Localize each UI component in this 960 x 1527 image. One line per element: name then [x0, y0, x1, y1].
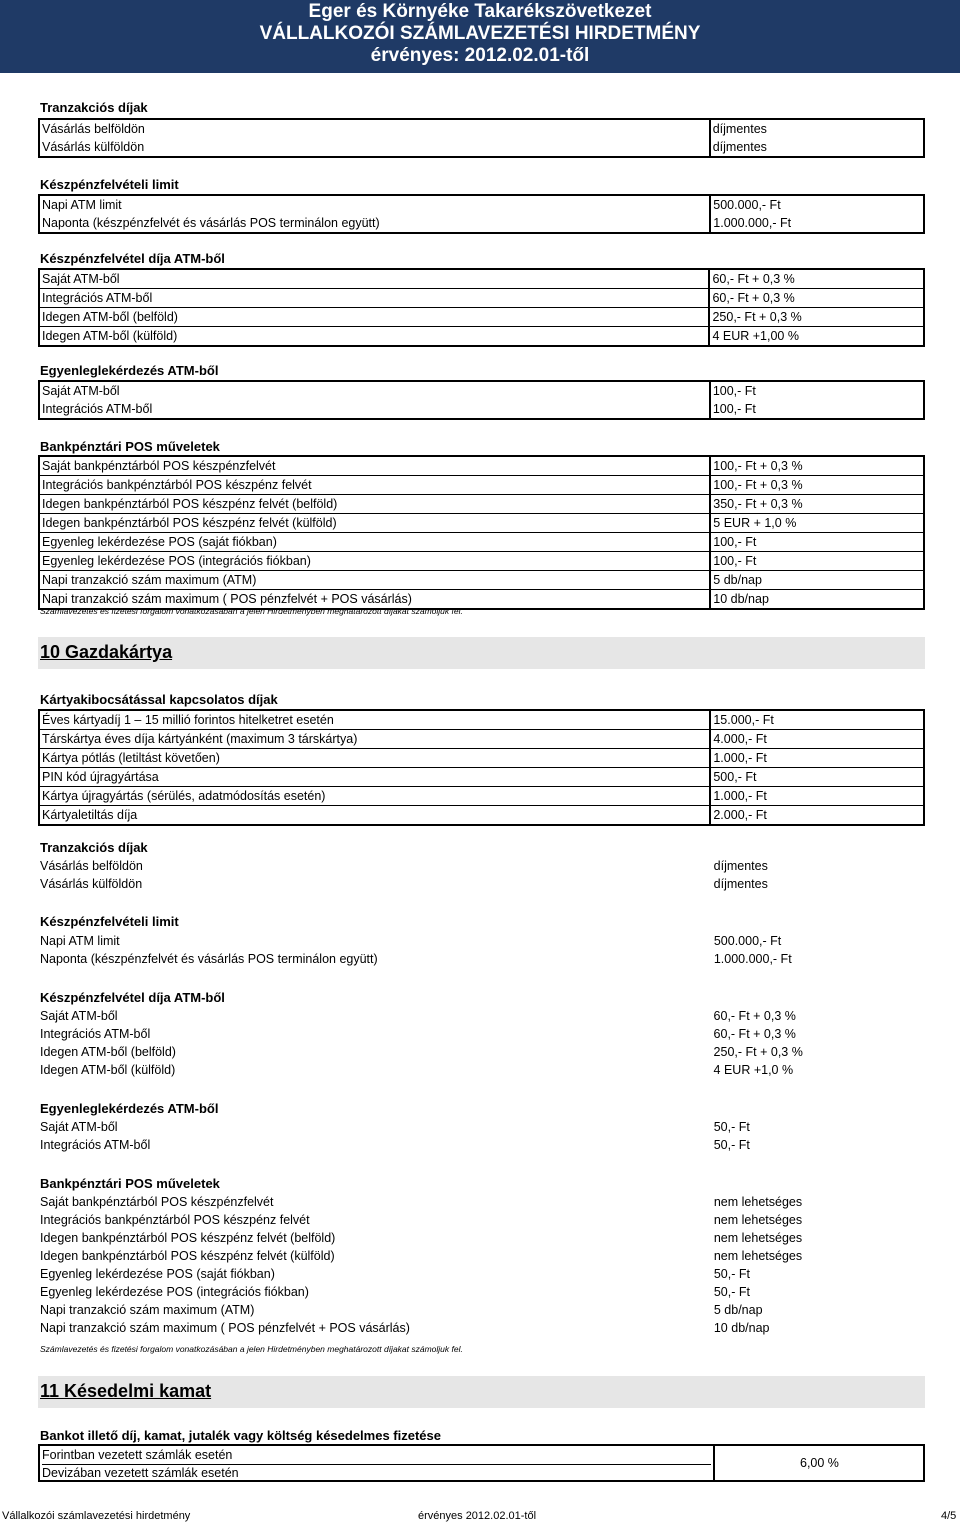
fee-value: 15.000,- Ft — [710, 710, 924, 730]
table-row — [38, 1229, 925, 1247]
fee-table — [38, 118, 925, 158]
fee-label: Idegen bankpénztárból POS készpénz felvét (belföld) — [40, 1231, 336, 1245]
fee-value: 100,- Ft — [710, 552, 924, 571]
fee-value: 100,- Ft — [712, 384, 756, 398]
fee-value: 1.000.000,- Ft — [713, 952, 792, 966]
fee-value: 5 db/nap — [713, 1303, 763, 1317]
fee-label: Egyenleg lekérdezése POS (saját fiókban) — [40, 1267, 275, 1281]
fee-table — [38, 380, 925, 420]
table-row — [39, 289, 924, 308]
section-title: Bankot illető díj, kamat, jutalék vagy költség késedelmes fizetése — [40, 1428, 441, 1443]
fee-label: Napi tranzakció szám maximum (ATM) — [39, 571, 710, 590]
table-row — [39, 269, 924, 289]
fee-label: Egyenleg lekérdezése POS (saját fiókban) — [39, 533, 710, 552]
fee-label: Napi ATM limit — [40, 934, 120, 948]
fee-label: Integrációs ATM-ből — [40, 1138, 151, 1152]
footer-left: Vállalkozói számlavezetési hirdetmény — [2, 1510, 191, 1522]
section-title: Kártyakibocsátással kapcsolatos díjak — [40, 692, 278, 707]
fee-value: 100,- Ft — [712, 402, 756, 416]
section-title: Egyenleglekérdezés ATM-ből — [40, 1101, 219, 1116]
fee-label: Naponta (készpénzfelvét és vásárlás POS terminálon együtt) — [40, 952, 378, 966]
fx-accounts-label: Devizában vezetett számlák esetén — [42, 1466, 239, 1480]
fee-label: Saját bankpénztárból POS készpénzfelvét — [39, 456, 710, 476]
table-row — [38, 1193, 925, 1211]
fee-value: 250,- Ft + 0,3 % — [709, 308, 924, 327]
fee-value: díjmentes — [713, 859, 768, 873]
fee-value: nem lehetséges — [713, 1249, 803, 1263]
table-row — [38, 1211, 925, 1229]
fee-label: Naponta (készpénzfelvét és vásárlás POS terminálon együtt) — [39, 214, 710, 233]
fee-value: 4 EUR +1,0 % — [713, 1063, 794, 1077]
late-interest-rate: 6,00 % — [800, 1456, 839, 1470]
fee-value: 60,- Ft + 0,3 % — [713, 1009, 796, 1023]
table-row — [38, 1061, 925, 1079]
fee-label: Saját ATM-ből — [39, 381, 710, 400]
section-title: Tranzakciós díjak — [40, 840, 148, 855]
fee-label: Saját ATM-ből — [40, 1120, 118, 1134]
huf-accounts-label: Forintban vezetett számlák esetén — [42, 1446, 711, 1465]
bank-name: Eger és Környéke Takarékszövetkezet — [308, 1, 652, 22]
table-row — [39, 806, 924, 826]
document-title: VÁLLALKOZÓI SZÁMLAVEZETÉSI HIRDETMÉNY — [259, 23, 701, 44]
fee-value: díjmentes — [713, 877, 768, 891]
fee-label: Idegen bankpénztárból POS készpénz felvét (külföld) — [39, 514, 710, 533]
fee-label: Idegen ATM-ből (külföld) — [39, 327, 709, 347]
table-row — [39, 400, 924, 419]
section-heading-10: 10 Gazdakártya — [38, 637, 925, 669]
table-row — [39, 308, 924, 327]
fee-label: Saját ATM-ből — [39, 269, 709, 289]
table-row — [39, 787, 924, 806]
fee-label: Idegen ATM-ből (belföld) — [40, 1045, 176, 1059]
fee-label: Saját bankpénztárból POS készpénzfelvét — [40, 1195, 274, 1209]
fee-value: 2.000,- Ft — [713, 808, 767, 822]
table-row — [38, 1265, 925, 1283]
fee-label: Vásárlás belföldön — [40, 859, 143, 873]
table-row — [38, 950, 925, 968]
table-row — [38, 857, 925, 875]
table-row — [39, 495, 924, 514]
section-title: Egyenleglekérdezés ATM-ből — [40, 363, 219, 378]
fee-value: 4 EUR +1,00 % — [712, 329, 799, 343]
table-row — [39, 768, 924, 787]
fee-label: Társkártya éves díja kártyánként (maximum 3 társkártya) — [39, 730, 710, 749]
fee-value: 1.000,- Ft — [710, 749, 924, 768]
fee-value: díjmentes — [712, 140, 767, 154]
table-row — [38, 932, 925, 950]
fee-label: Integrációs ATM-ből — [40, 1027, 151, 1041]
table-row — [38, 875, 925, 893]
fee-value: 50,- Ft — [713, 1285, 750, 1299]
table-row — [39, 571, 924, 590]
fee-value: 1.000,- Ft — [710, 787, 924, 806]
fee-value: díjmentes — [712, 122, 767, 136]
page-number: 4/5 — [941, 1510, 957, 1522]
table-row — [38, 1118, 925, 1136]
fee-table — [38, 857, 925, 893]
table-row — [39, 119, 924, 138]
fee-label: Idegen ATM-ből (belföld) — [39, 308, 709, 327]
fee-label: Idegen ATM-ből (külföld) — [40, 1063, 176, 1077]
fee-value: 60,- Ft + 0,3 % — [713, 1027, 796, 1041]
fee-label: Vásárlás külföldön — [39, 138, 710, 157]
fee-value: 1.000.000,- Ft — [713, 216, 792, 230]
fee-label: Idegen bankpénztárból POS készpénz felvét (külföld) — [40, 1249, 335, 1263]
footnote: Számlavezetés és fizetési forgalom vonatkozásában a jelen Hirdetményben meghatározott díjakat számoljuk fel. — [40, 606, 463, 616]
section-title: Készpénzfelvétel díja ATM-ből — [40, 990, 225, 1005]
table-row — [39, 514, 924, 533]
document-header — [0, 0, 960, 73]
fee-value: 50,- Ft — [713, 1267, 750, 1281]
fee-value: 250,- Ft + 0,3 % — [713, 1045, 803, 1059]
table-row — [39, 381, 924, 400]
fee-value: nem lehetséges — [713, 1213, 803, 1227]
table-row — [39, 730, 924, 749]
section-title: Készpénzfelvételi limit — [40, 914, 179, 929]
table-row — [39, 327, 924, 347]
fee-label: Integrációs ATM-ből — [39, 400, 710, 419]
fee-value: 100,- Ft + 0,3 % — [710, 456, 924, 476]
fee-label: PIN kód újragyártása — [39, 768, 710, 787]
fee-value: 5 EUR + 1,0 % — [710, 514, 924, 533]
fee-label: Kártyaletiltás díja — [39, 806, 710, 826]
table-row — [39, 710, 924, 730]
table-row — [38, 1301, 925, 1319]
fee-table — [38, 1007, 925, 1079]
table-row — [38, 1025, 925, 1043]
footer-center: érvényes 2012.02.01-től — [418, 1510, 537, 1522]
fee-label: Integrációs bankpénztárból POS készpénz felvét — [39, 476, 710, 495]
late-interest-table — [38, 1444, 925, 1482]
fee-label: Saját ATM-ből — [40, 1009, 118, 1023]
fee-value: 10 db/nap — [713, 1321, 770, 1335]
fee-table — [38, 194, 925, 234]
section-title: Tranzakciós díjak — [40, 100, 148, 115]
fee-table — [38, 932, 925, 968]
table-row — [38, 1283, 925, 1301]
fee-table — [38, 709, 925, 826]
fee-value: nem lehetséges — [713, 1195, 803, 1209]
table-row — [38, 1319, 925, 1337]
fee-value: 60,- Ft + 0,3 % — [709, 269, 924, 289]
fee-table — [38, 455, 925, 610]
fee-value: 100,- Ft — [710, 533, 924, 552]
table-row — [39, 195, 924, 214]
fee-value: 10 db/nap — [713, 592, 769, 606]
footnote: Számlavezetés és fizetési forgalom vonatkozásában a jelen Hirdetményben meghatározott díjakat számoljuk fel. — [40, 1344, 463, 1354]
fee-value: 5 db/nap — [710, 571, 924, 590]
fee-value: 100,- Ft + 0,3 % — [710, 476, 924, 495]
table-row — [39, 533, 924, 552]
fee-label: Idegen bankpénztárból POS készpénz felvét (belföld) — [39, 495, 710, 514]
validity-date: érvényes: 2012.02.01-től — [370, 45, 590, 66]
fee-value: 500.000,- Ft — [713, 934, 782, 948]
fee-value: 4.000,- Ft — [710, 730, 924, 749]
fee-label: Vásárlás külföldön — [40, 877, 143, 891]
fee-table — [38, 268, 925, 347]
fee-value: 60,- Ft + 0,3 % — [709, 289, 924, 308]
table-row — [38, 1136, 925, 1154]
fee-label: Egyenleg lekérdezése POS (integrációs fiókban) — [39, 552, 710, 571]
fee-label: Integrációs ATM-ből — [39, 289, 709, 308]
section-title: Készpénzfelvétel díja ATM-ből — [40, 251, 225, 266]
fee-value: nem lehetséges — [713, 1231, 803, 1245]
fee-label: Egyenleg lekérdezése POS (integrációs fiókban) — [40, 1285, 309, 1299]
fee-label: Kártya pótlás (letiltást követően) — [39, 749, 710, 768]
fee-table — [38, 1118, 925, 1154]
section-title: Bankpénztári POS műveletek — [40, 1176, 220, 1191]
fee-value: 50,- Ft — [713, 1138, 750, 1152]
table-row — [38, 1247, 925, 1265]
table-row — [39, 214, 924, 233]
section-heading-11: 11 Késedelmi kamat — [38, 1376, 925, 1408]
fee-label: Integrációs bankpénztárból POS készpénz felvét — [40, 1213, 310, 1227]
fee-table — [38, 1193, 925, 1337]
table-row — [39, 138, 924, 157]
fee-label: Napi tranzakció szám maximum ( POS pénzfelvét + POS vásárlás) — [39, 590, 710, 610]
fee-label: Kártya újragyártás (sérülés, adatmódosítás esetén) — [39, 787, 710, 806]
fee-label: Napi tranzakció szám maximum ( POS pénzfelvét + POS vásárlás) — [40, 1321, 410, 1335]
fee-label: Éves kártyadíj 1 – 15 millió forintos hitelketret esetén — [39, 710, 710, 730]
fee-value: 50,- Ft — [713, 1120, 750, 1134]
table-row — [39, 456, 924, 476]
table-row — [39, 552, 924, 571]
fee-label: Vásárlás belföldön — [39, 119, 710, 138]
fee-label: Napi tranzakció szám maximum (ATM) — [40, 1303, 255, 1317]
table-row — [38, 1007, 925, 1025]
fee-label: Napi ATM limit — [39, 195, 710, 214]
fee-value: 350,- Ft + 0,3 % — [710, 495, 924, 514]
section-title: Készpénzfelvételi limit — [40, 177, 179, 192]
fee-value: 500.000,- Ft — [713, 198, 781, 212]
table-row — [38, 1043, 925, 1061]
fee-value: 500,- Ft — [710, 768, 924, 787]
table-row — [39, 476, 924, 495]
table-row — [39, 749, 924, 768]
section-title: Bankpénztári POS műveletek — [40, 439, 220, 454]
